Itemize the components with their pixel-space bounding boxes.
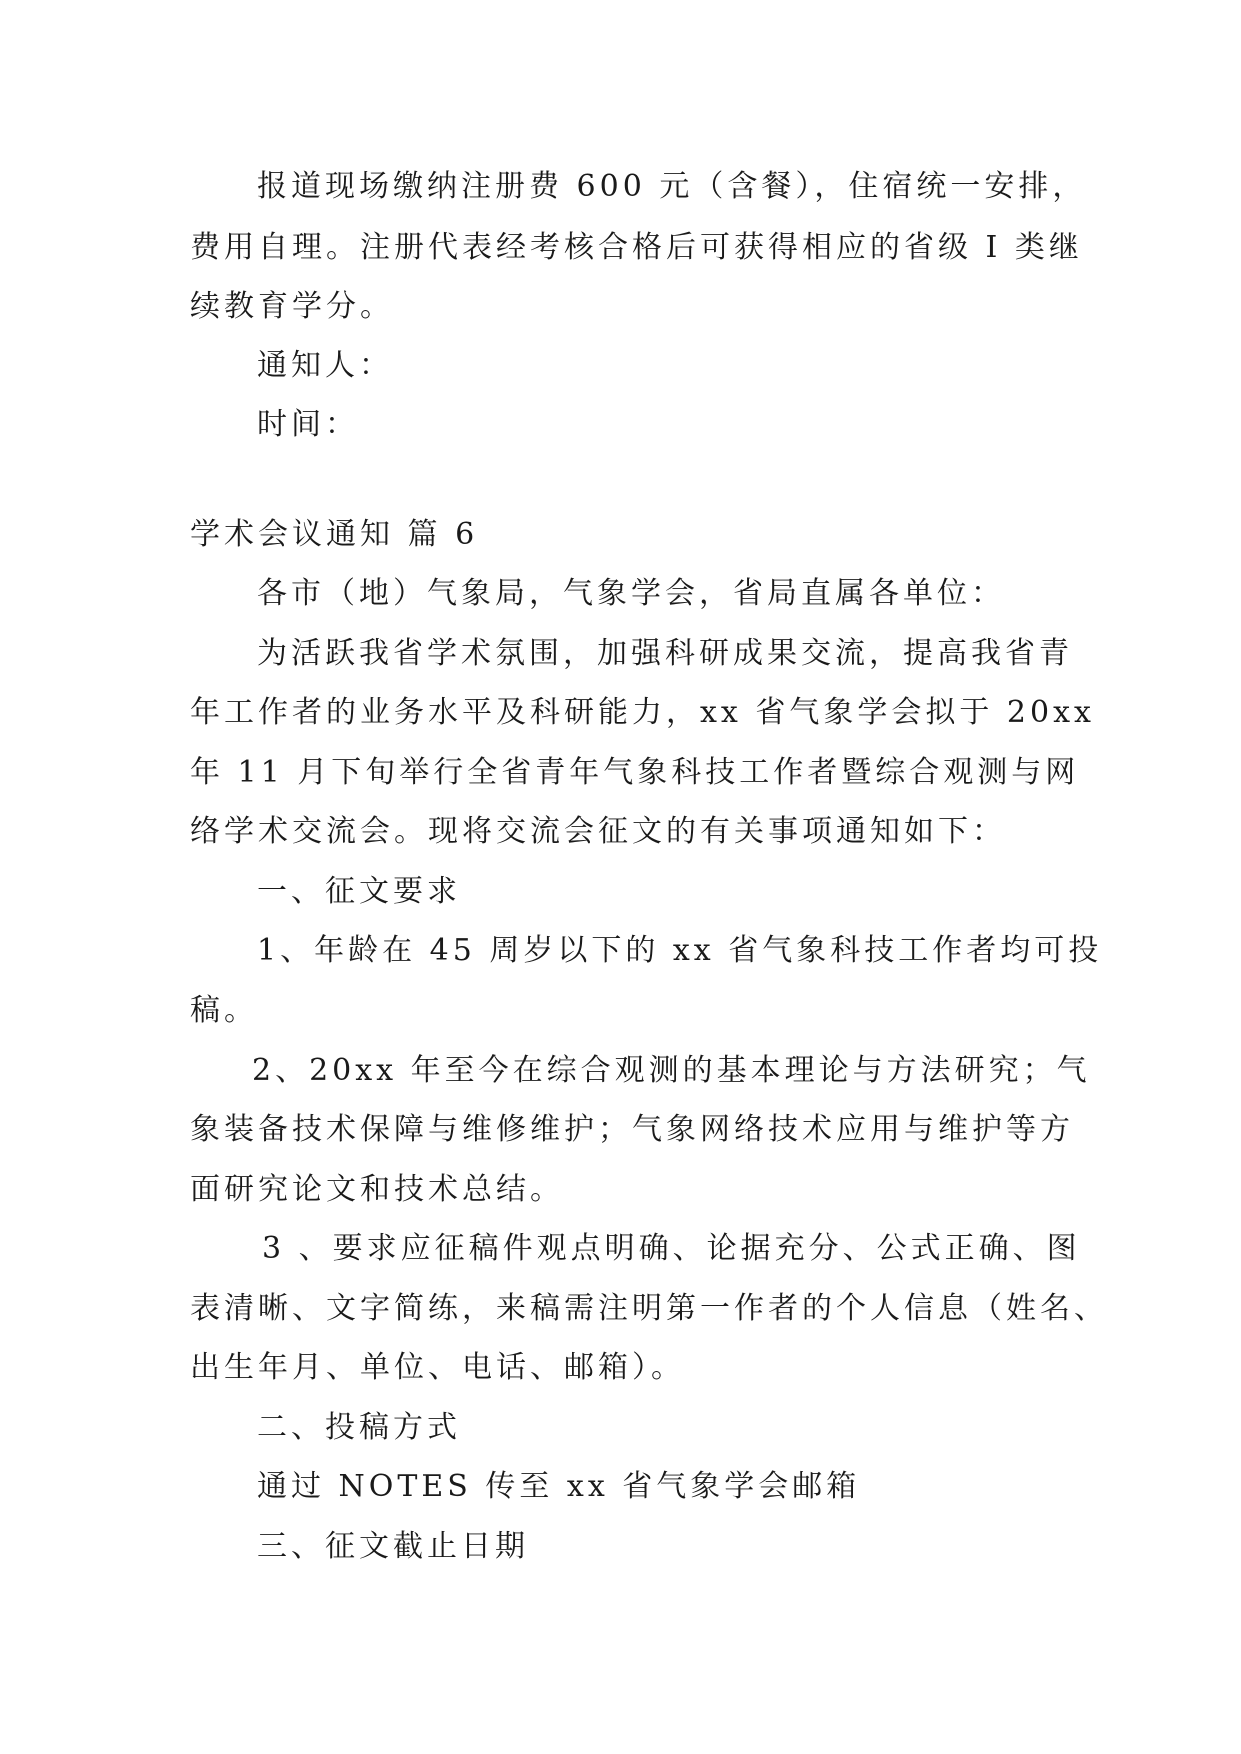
list-item: 2、20xx 年至今在综合观测的基本理论与方法研究；气: [252, 1053, 1091, 1088]
heading-deadline: 三、征文截止日期: [257, 1529, 529, 1564]
paragraph-line: 报道现场缴纳注册费 600 元（含餐），住宿统一安排，: [257, 169, 1087, 204]
paragraph-line: 为活跃我省学术氛围，加强科研成果交流，提高我省青: [257, 636, 1073, 671]
list-item: 1、年龄在 45 周岁以下的 xx 省气象科技工作者均可投: [257, 933, 1103, 968]
paragraph-line: 费用自理。注册代表经考核合格后可获得相应的省级 I 类继: [190, 230, 1083, 265]
salutation: 各市（地）气象局，气象学会，省局直属各单位：: [257, 576, 1005, 611]
list-item-continuation: 表清晰、文字简练，来稿需注明第一作者的个人信息（姓名、: [190, 1291, 1108, 1326]
paragraph-line: 通过 NOTES 传至 xx 省气象学会邮箱: [257, 1469, 861, 1504]
paragraph-line: 年 11 月下旬举行全省青年气象科技工作者暨综合观测与网: [190, 755, 1080, 790]
notifier-label: 通知人：: [257, 348, 393, 383]
list-item-continuation: 出生年月、单位、电话、邮箱）。: [190, 1350, 685, 1385]
paragraph-line: 络学术交流会。现将交流会征文的有关事项通知如下：: [190, 814, 1006, 849]
list-item-continuation: 象装备技术保障与维修维护；气象网络技术应用与维护等方: [190, 1112, 1074, 1147]
heading-requirements: 一、征文要求: [257, 874, 461, 909]
time-label: 时间：: [257, 407, 359, 442]
list-item-continuation: 稿。: [190, 993, 258, 1028]
section-title: 学术会议通知 篇 6: [190, 517, 479, 552]
list-item: 3 、要求应征稿件观点明确、论据充分、公式正确、图: [262, 1231, 1081, 1266]
paragraph-line: 续教育学分。: [190, 289, 394, 324]
paragraph-line: 年工作者的业务水平及科研能力，xx 省气象学会拟于 20xx: [190, 695, 1095, 730]
heading-submission-method: 二、投稿方式: [257, 1410, 461, 1445]
list-item-continuation: 面研究论文和技术总结。: [190, 1172, 564, 1207]
